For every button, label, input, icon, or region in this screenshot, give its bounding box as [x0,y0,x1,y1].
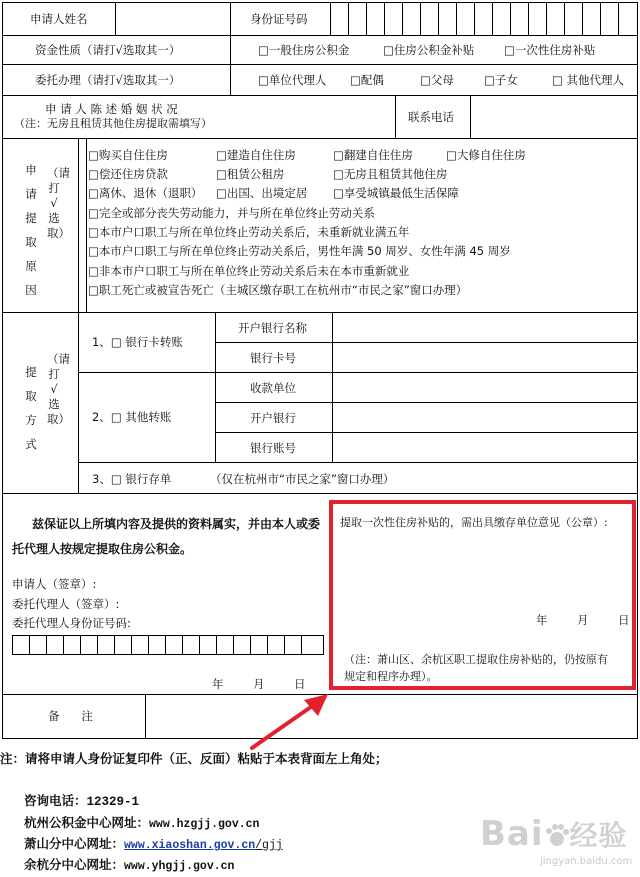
paw-icon [544,822,570,848]
bank-name-label: 开户银行名称 [238,321,307,335]
reason-nonlocal[interactable]: □非本市户口职工与所在单位终止劳动关系后未在本市重新就业 [88,264,410,278]
hz-site-url[interactable]: www.hzgjj.gov.cn [149,818,260,831]
xs-site-url[interactable]: www.xiaoshan.gov.cn [124,839,256,852]
reason-death[interactable]: □职工死亡或被宣告死亡（主城区缴存职工在杭州市“市民之家”窗口办理） [88,283,468,297]
agent-option-spouse[interactable]: □配偶 [350,73,384,87]
date-left-day: 日 [294,677,306,691]
reason-build-house[interactable]: □建造自住住房 [216,148,296,162]
reason-public-rental[interactable]: □租赁公租房 [216,167,285,181]
open-bank-label: 开户银行 [250,411,296,425]
reason-no-house-rent[interactable]: □无房且租赁其他住房 [333,167,448,181]
fund-option-subsidy[interactable]: □住房公积金补贴 [383,43,475,57]
watermark-url: jingyan.baidu.com [540,856,633,867]
date-left-year: 年 [212,677,224,691]
reason-min-living[interactable]: □享受城镇最低生活保障 [333,186,459,200]
watermark-brand-2: 经验 [569,819,628,852]
bank-card-label: 银行卡号 [250,351,296,365]
agent-id-boxes[interactable] [12,635,324,655]
reason-local-age[interactable]: □本市户口职工与所在单位终止劳动关系后，男性年满 50 周岁、女性年满 45 周岁 [88,244,511,258]
date-right-month: 月 [577,613,589,627]
yh-site-label: 余杭分中心网址： [24,857,125,872]
reason-disability[interactable]: □完全或部分丧失劳动能力，并与所在单位终止劳动关系 [88,206,375,220]
agent-handling-label: 委托办理（请打√选取其一） [35,73,181,87]
agent-option-parents[interactable]: □父母 [420,73,454,87]
reason-retire[interactable]: □离休、退休（退职） [88,186,203,200]
yh-site [24,858,234,874]
right-note-line-1: （注：萧山区、余杭区职工提取住房补贴的，仍按原有 [344,653,608,666]
unit-opinion-heading: 提取一次性住房补贴的，需出具缴存单位意见（公章）: [340,516,608,529]
reason-repair-house[interactable]: □大修自住住房 [446,148,526,162]
footer-note: 注：请将申请人身份证复印件（正、反面）粘贴于本表背面左上角处； [0,751,388,766]
applicant-name-label: 申请人姓名 [30,12,88,26]
fund-nature-label: 资金性质（请打√选取其一） [35,43,181,57]
consult-phone-label: 咨询电话： [24,793,87,808]
applicant-signature-label: 申请人（签章）: [12,577,97,591]
bank-account-label: 银行账号 [250,441,296,455]
payee-label: 收款单位 [250,381,296,395]
reason-repay-loan[interactable]: □偿还住房贷款 [88,167,168,181]
consult-phone [24,794,139,809]
reason-rebuild-house[interactable]: □翻建自住住房 [333,148,413,162]
consult-phone-value: 12329-1 [86,795,140,809]
date-left-month: 月 [253,677,265,691]
baidu-watermark [480,814,628,854]
method-bank-card[interactable]: 1、□ 银行卡转账 [92,335,183,349]
red-arrow-icon [230,680,350,760]
agent-id-label: 委托代理人身份证号码: [12,616,131,630]
agent-option-children[interactable]: □子女 [484,73,518,87]
hz-site [24,816,259,832]
agent-signature-label: 委托代理人（签章）: [12,597,120,611]
contact-phone-label: 联系电话 [408,110,454,124]
xs-site-label: 萧山分中心网址： [24,836,125,851]
method-hint: （请打√选取） [47,352,70,426]
agent-option-unit[interactable]: □单位代理人 [258,73,327,87]
remarks-label: 备 注 [48,709,93,723]
method-label: 提取方式 [25,365,37,451]
date-right-day: 日 [618,613,630,627]
reason-label: 申请提取原因 [25,163,37,297]
yh-site-url[interactable]: www.yhgjj.gov.cn [124,860,235,873]
reason-buy-house[interactable]: □购买自住住房 [88,148,168,162]
guarantee-line-1: 兹保证以上所填内容及提供的资料属实，并由本人或委 [32,517,321,531]
reason-emigrate[interactable]: □出国、出境定居 [216,186,308,200]
fund-option-onetime[interactable]: □一次性住房补贴 [504,43,596,57]
marital-status-note: （注：无房且租赁其他住房提取需填写） [14,117,212,130]
method-deposit-slip[interactable]: 3、□ 银行存单 [92,472,172,486]
reason-local-unemployed[interactable]: □本市户口职工与所在单位终止劳动关系后，未重新就业满五年 [88,225,410,239]
method-other-transfer[interactable]: 2、□ 其他转账 [92,410,172,424]
right-note-line-2: 规定和程序办理）。 [344,670,438,683]
xs-site-path[interactable]: /gjj [255,839,283,852]
method-deposit-note: （仅在杭州市“市民之家”窗口办理） [210,472,395,486]
watermark-brand: Bai [480,814,544,854]
guarantee-line-2: 托代理人按规定提取住房公积金。 [12,542,193,556]
fund-option-general[interactable]: □一般住房公积金 [258,43,350,57]
hz-site-label: 杭州公积金中心网址： [24,815,150,830]
date-right-year: 年 [536,613,548,627]
marital-status-label: 申 请 人 陈 述 婚 姻 状 况 [45,102,178,116]
reason-hint: （请打√选取） [47,166,70,240]
agent-option-other[interactable]: □ 其他代理人 [552,73,625,87]
xs-site [24,837,283,853]
id-number-label: 身份证号码 [250,12,308,26]
